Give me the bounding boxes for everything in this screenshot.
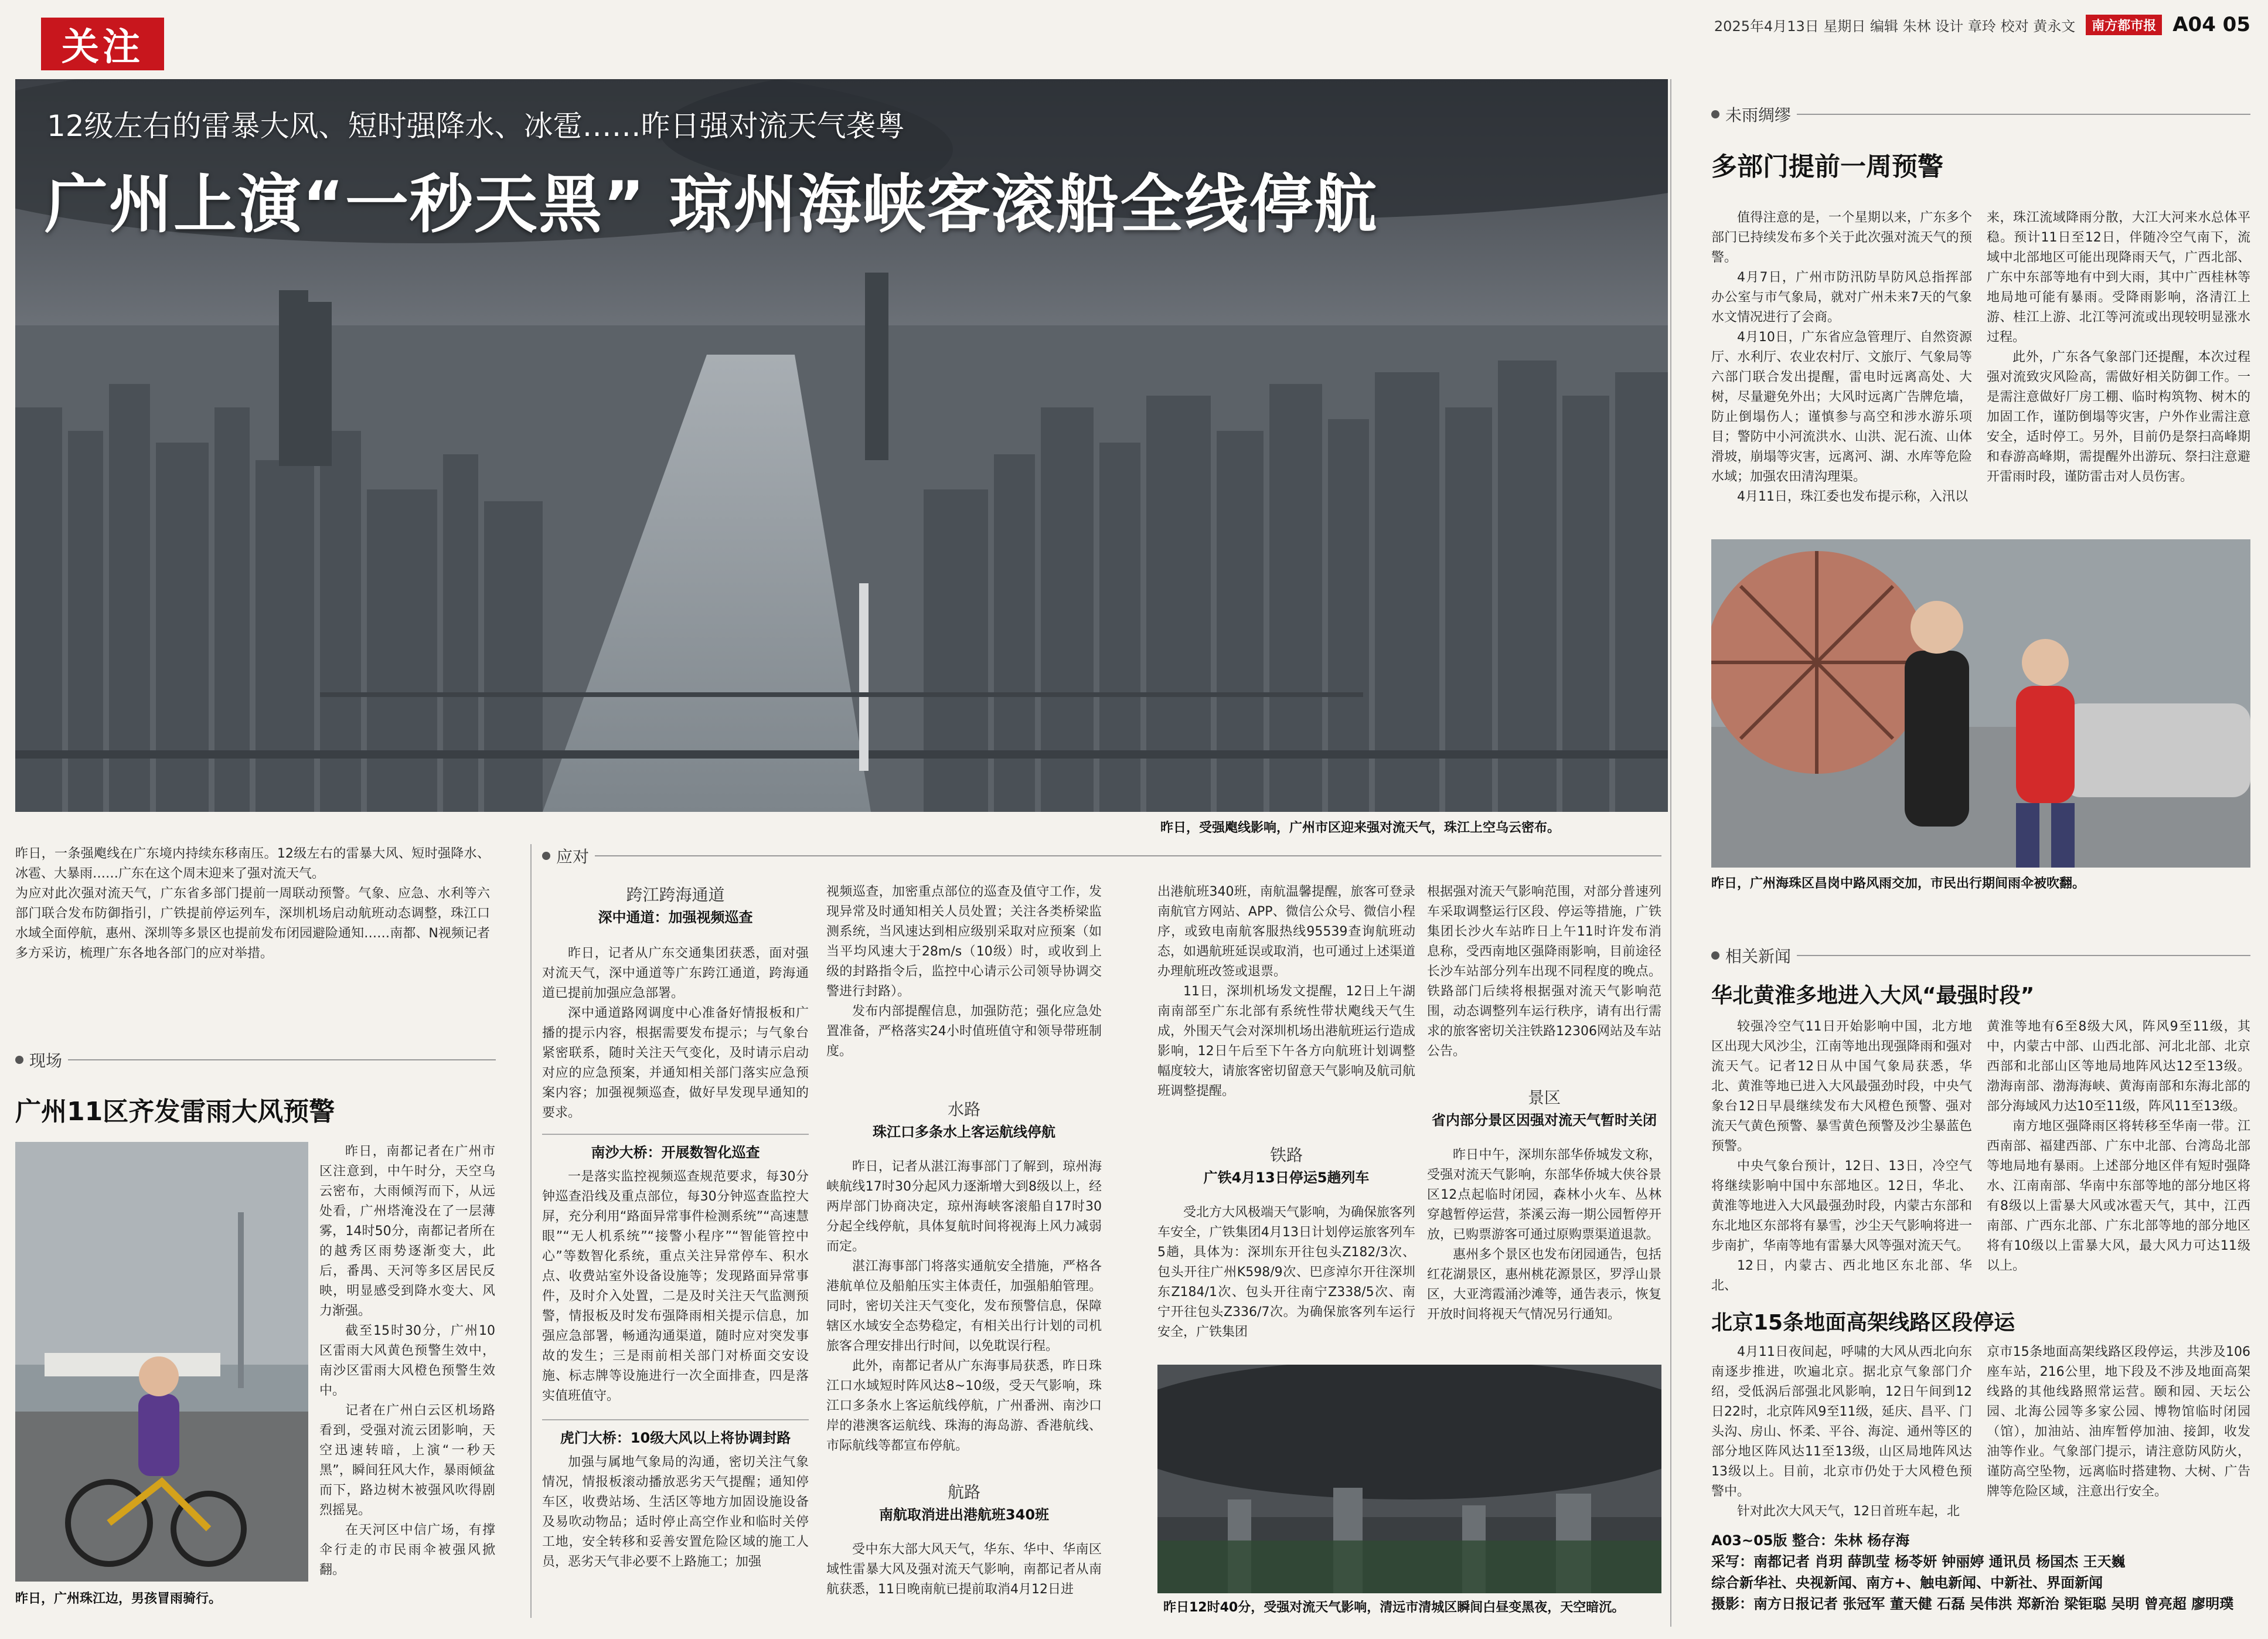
umbrella-photo-caption: 昨日，广州海珠区昌岗中路风雨交加，市民出行期间雨伞被吹翻。	[1711, 876, 2086, 891]
response-paragraph: 此外，南都记者从广东海事局获悉，昨日珠江口水域短时阵风达8~10级，受天气影响，珠江口多条水上客运航线停航，广州番洲、南沙口岸的港澳客运航线、珠海的海岛游、香港航线、市际航线等都宣布停航。	[826, 1359, 1102, 1453]
response-paragraph: 加强与属地气象局的沟通，密切关注气象情况，情报板滚动播放恶劣天气提醒；通知停车区，收费站场、生活区等地方加固设施设备及易吹动物品；适时停止高空作业和临时关停工地，安全转移和妥善安置危险区域的施工人员，恶劣天气非必要不上路施工；加强	[542, 1455, 809, 1569]
related-title-2: 北京15条地面高架线路区段停运	[1711, 1311, 2015, 1335]
related-paragraph: 12日，内蒙古、西北地区东北部、华北、	[1711, 1259, 1972, 1293]
bullet-icon	[542, 852, 550, 860]
response-paragraph: 出港航班340班，南航温馨提醒，旅客可登录南航官方网站、APP、微信公众号、微信小程序，或致电南航客服热线95539查询航班动态，如遇航班延误或取消，也可通过上述渠道办理航班改签或退票。	[1157, 885, 1416, 979]
subhead-rule	[542, 1134, 809, 1135]
section-related-label: 相关新闻	[1725, 947, 1792, 966]
qingyuan-photo-caption: 昨日12时40分，受强对流天气影响，清远市清城区瞬间白昼变黑夜，天空暗沉。	[1163, 1600, 1625, 1615]
section-warning-header	[1711, 103, 2250, 126]
response-paragraph: 视频巡查，加密重点部位的巡查及值守工作，发现异常及时通知相关人员处置；关注各类桥梁监测系统，当风速达到相应级别采取对应预案（如当平均风速大于28m/s（10级）时，或收到上级的封路指令后，监控中心请示公司领导协调交警进行封路）。	[826, 885, 1102, 999]
section-tag: 关注	[41, 18, 164, 70]
dark-sky-image	[1157, 1365, 1661, 1593]
scene-paragraph: 在天河区中信广场，有撑伞行走的市民雨伞被强风掀翻。	[319, 1523, 495, 1577]
response-paragraph: 发布内部提醒信息，加强防范；强化应急处置准备，严格落实24小时值班值守和领导带班制度。	[826, 1004, 1102, 1059]
umbrella-photo	[1711, 539, 2250, 868]
section-scene-label: 现场	[29, 1051, 63, 1070]
umbrella-blown-image	[1711, 539, 2250, 868]
bullet-icon	[1711, 110, 1719, 118]
section-related-header	[1711, 944, 2250, 967]
section-response-header	[542, 844, 1661, 868]
section-rule	[595, 855, 1661, 856]
response-paragraph: 深中通道路网调度中心准备好情报板和广播的提示内容，根据需要发布提示；与气象台紧密联系，随时关注天气变化，及时请示启动对应的应急预案，并通知相关部门落实应急预案内容；加强视频巡查，做好早发现早通知的要求。	[542, 1006, 809, 1120]
response-column-1	[542, 882, 809, 1572]
warning-paragraph: 来，珠江流域降雨分散，大江大河来水总体平稳。预计11日至12日，伴随冷空气南下，流域中北部地区可能出现降雨天气，广西北部、广东中东部等地有中到大雨，其中广西桂林等地局地可能有暴雨。受降雨影响，洛清江上游、桂江上游、北江等河流或出现较明显涨水过程。	[1987, 210, 2250, 345]
related-paragraph: 南方地区强降雨区将转移至华南一带。江西南部、福建西部、广东中北部、台湾岛北部等地局地有暴雨。上述部分地区伴有短时强降水、江南南部、华南中东部等地的部分地区将有8级以上雷暴大风或冰雹天气，其中，江西南部、广西东北部、广东北部等地的部分地区将有10级以上雷暴大风，最大风力可达11级以上。	[1987, 1119, 2250, 1273]
warning-column-1	[1711, 208, 1972, 507]
warning-paragraph: 值得注意的是，一个星期以来，广东多个部门已持续发布多个关于此次强对流天气的预警。	[1711, 210, 1972, 265]
page-date-editors: 2025年4月13日 星期日 编辑 朱林 设计 章玲 校对 黄永文	[1714, 18, 2076, 35]
related-paragraph: 中央气象台预计，12日、13日，冷空气将继续影响中国中东部地区。12日，华北、黄淮等地进入大风最强劲时段，内蒙古东部和东北地区东部将有暴雪，沙尘天气影响将进一步南扩，华南等地有雷暴大风等强对流天气。	[1711, 1159, 1972, 1253]
bullet-icon	[15, 1056, 23, 1064]
scene-photo	[15, 1142, 308, 1582]
scene-paragraph: 昨日，南都记者在广州市区注意到，中午时分，天空乌云密布，大雨倾泻而下，从远处看，广州塔淹没在了一层薄雾，14时50分，南都记者所在的越秀区雨势逐渐变大，此后，番禺、天河等多区居民反映，明显感受到降水变大、风力渐强。	[319, 1144, 495, 1318]
subhead-rule	[542, 1419, 809, 1420]
warning-column-2	[1987, 208, 2250, 487]
qingyuan-photo	[1157, 1365, 1661, 1593]
lead-headline: 广州上演“一秒天黑” 琼州海峡客滚船全线停航	[45, 168, 1378, 242]
response-paragraph: 湛江海事部门将落实通航安全措施，严格各港航单位及船舶压实主体责任，加强船舶管理。同时，密切关注天气变化，发布预警信息，保障辖区水域安全态势稳定，有相关出行计划的司机旅客合理安排出行时间，以免耽误行程。	[826, 1259, 1102, 1354]
subhead-scenic: 省内部分景区因强对流天气暂时关闭	[1432, 1112, 1657, 1128]
response-paragraph: 昨日，记者从广东交通集团获悉，面对强对流天气，深中通道等广东跨江通道，跨海通道已提前加强应急部署。	[542, 946, 809, 1001]
scene-text	[319, 1142, 495, 1580]
newspaper-logo: 南方都市报	[2086, 15, 2162, 35]
scene-photo-caption: 昨日，广州珠江边，男孩冒雨骑行。	[15, 1592, 222, 1606]
credits-sources: 综合新华社、央视新闻、南方+、触电新闻、中新社、界面新闻	[1711, 1575, 2103, 1591]
lead-paragraph: 昨日，一条强飑线在广东境内持续东移南压。12级左右的雷暴大风、短时强降水、冰雹、大暴雨……广东在这个周末迎来了强对流天气。	[15, 846, 490, 881]
subhead-shenzhong: 深中通道：加强视频巡查	[598, 909, 753, 926]
page-meta	[1714, 13, 2250, 36]
related-paragraph: 黄淮等地有6至8级大风，阵风9至11级，其中，内蒙古中部、山西北部、河北北部、北京西部和北部山区等地局地阵风达12至13级。渤海南部、渤海海峡、黄海南部和东海北部的部分海域风力达10至11级，阵风11至13级。	[1987, 1019, 2250, 1114]
section-warning-label: 未雨绸缪	[1725, 106, 1792, 125]
topic-waterway: 水路	[947, 1100, 980, 1119]
lead-kicker: 12级左右的雷暴大风、短时强降水、冰雹……昨日强对流天气袭粤	[47, 109, 905, 143]
section-scene-header	[15, 1048, 496, 1072]
warning-paragraph: 4月11日，珠江委也发布提示称，入汛以	[1737, 489, 1968, 504]
subhead-csair: 南航取消进出港航班340班	[878, 1507, 1050, 1523]
related-1-column-2	[1987, 1017, 2250, 1276]
lead-text	[15, 844, 490, 964]
warning-paragraph: 此外，广东各气象部门还提醒，本次过程强对流致灾风险高，需做好相关防御工作。一是需注意做好厂房工棚、临时构筑物、树木的加固工作，谨防倒塌等灾害，户外作业需注意安全，适时停工。另外，目前仍是祭扫高峰期和春游高峰期，需提醒外出游玩、祭扫注意避开雷雨时段，谨防雷击对人员伤害。	[1987, 350, 2250, 484]
response-paragraph: 受北方大风极端天气影响，为确保旅客列车安全，广铁集团4月13日计划停运旅客列车5趟，具体为：深圳东开往包头Z182/3次、包头开往广州K598/9次、巴彦淖尔开往深圳东Z184/1次、包头开往南宁Z338/5次、南宁开往包头Z336/7次。为确保旅客列车运行安全，广铁集团	[1157, 1205, 1416, 1339]
response-column-4	[1427, 882, 1661, 1325]
topic-railway: 铁路	[1269, 1145, 1303, 1165]
column-divider	[530, 844, 532, 1618]
topic-bridges: 跨江跨海通道	[626, 885, 725, 904]
page-number: A04 05	[2172, 13, 2250, 36]
scene-paragraph: 截至15时30分，广州10区雷雨大风黄色预警生效中，南沙区雷雨大风橙色预警生效中。	[319, 1324, 495, 1398]
subhead-railway: 广铁4月13日停运5趟列车	[1203, 1169, 1370, 1186]
lead-paragraph: 为应对此次强对流天气，广东省多部门提前一周联动预警。气象、应急、水利等六部门联合发布防御指引，广铁提前停运列车，深圳机场启动航班动态调整，珠江口水域全面停航，惠州、深圳等多景区也提前发布闭园避险通知……南都、N视频记者多方采访，梳理广东各地各部门的应对举措。	[15, 886, 490, 961]
section-response-label: 应对	[556, 847, 590, 866]
warning-paragraph: 4月7日，广州市防汛防旱防风总指挥部办公室与市气象局，就对广州未来7天的气象水文情况进行了会商。	[1711, 270, 1972, 325]
response-column-3	[1157, 882, 1415, 1342]
response-paragraph: 昨日中午，深圳东部华侨城发文称，受强对流天气影响，东部华侨城大侠谷景区12点起临时闭园，森林小火车、丛林穿越暂停运营，茶溪云海一期公园暂停开放，已购票游客可通过原购票渠道退款。	[1427, 1148, 1661, 1242]
warning-title: 多部门提前一周预警	[1711, 152, 1943, 182]
topic-scenic: 景区	[1527, 1088, 1561, 1107]
boy-cycling-image	[15, 1142, 308, 1582]
hero-photo-caption: 昨日，受强飑线影响，广州市区迎来强对流天气，珠江上空乌云密布。	[1160, 821, 1561, 835]
response-paragraph: 受中东大部大风天气，华东、华中、华南区域性雷暴大风及强对流天气影响，南都记者从南航获悉，11日晚南航已提前取消4月12日进	[826, 1542, 1102, 1597]
subhead-ferry: 珠江口多条水上客运航线停航	[873, 1124, 1055, 1140]
related-2-column-1	[1711, 1342, 1972, 1522]
section-rule	[1797, 114, 2250, 115]
bullet-icon	[1711, 951, 1719, 960]
related-2-column-2	[1987, 1342, 2250, 1502]
related-paragraph: 针对此次大风天气，12日首班车起，北	[1737, 1504, 1960, 1519]
subhead-humen: 虎门大桥：10级大风以上将协调封路	[560, 1430, 791, 1446]
credits-editors: A03~05版 整合：朱林 杨存海	[1711, 1532, 1910, 1549]
response-paragraph: 惠州多个景区也发布闭园通告，包括红花湖景区，惠州桃花源景区，罗浮山景区，大亚湾霞涌沙滩等，通告表示，恢复开放时间将视天气情况另行通知。	[1427, 1247, 1661, 1322]
scene-paragraph: 记者在广州白云区机场路看到，受强对流云团影响，天空迅速转暗，上演“一秒天黑”，瞬间狂风大作，暴雨倾盆而下，路边树木被强风吹得剧烈摇晃。	[319, 1403, 495, 1518]
subhead-nansha: 南沙大桥：开展数智化巡查	[591, 1144, 760, 1161]
section-rule	[1797, 955, 2250, 956]
section-rule	[68, 1059, 496, 1060]
scene-title: 广州11区齐发雷雨大风预警	[15, 1097, 335, 1127]
related-1-column-1	[1711, 1017, 1972, 1296]
warning-paragraph: 4月10日，广东省应急管理厅、自然资源厅、水利厅、农业农村厅、文旅厅、气象局等六部门联合发出提醒，雷电时远离高处、大树，尽量避免外出；大风时远离广告牌危墙，防止倒塌伤人；谨慎参与高空和涉水游乐项目；警防中小河流洪水、山洪、泥石流、山体滑坡，崩塌等灾害，远离河、湖、水库等危险水域；加强农田清沟理渠。	[1711, 330, 1972, 484]
related-title-1: 华北黄淮多地进入大风“最强时段”	[1711, 984, 2035, 1008]
credits-reporters: 采写：南都记者 肖玥 薛凯莹 杨苓妍 钟丽婷 通讯员 杨国杰 王天巍	[1711, 1553, 2126, 1570]
topic-airline: 航路	[947, 1482, 980, 1502]
related-paragraph: 4月11日夜间起，呼啸的大风从西北向东南逐步推进，吹遍北京。据北京气象部门介绍，受低涡后部强北风影响，12日午间到12日22时，北京阵风9至11级，延庆、昌平、门头沟、房山、怀柔、平谷、海淀、通州等区的部分地区阵风达11至13级，山区局地阵风达13级以上。目前，北京市仍处于大风橙色预警中。	[1711, 1345, 1972, 1499]
response-paragraph: 昨日，记者从湛江海事部门了解到，琼州海峡航线17时30分起风力逐渐增大到8级以上，经两岸部门协商决定，琼州海峡客滚船自17时30分起全线停航，具体复航时间将视海上风力减弱而定。	[826, 1159, 1102, 1254]
credits	[1711, 1530, 2250, 1614]
response-column-2	[826, 882, 1102, 1600]
related-paragraph: 京市15条地面高架线路区段停运，共涉及106座车站，216公里，地下段及不涉及地面高架线路的其他线路照常运营。颐和园、天坛公园、北海公园等多家公园、博物馆临时闭园（馆），加油站、油库暂停加油、接卸，收发油等作业。气象部门提示，请注意防风防火，谨防高空坠物，远离临时搭建物、大树、广告牌等危险区域，注意出行安全。	[1987, 1345, 2250, 1499]
response-paragraph: 一是落实监控视频巡查规范要求，每30分钟巡查沿线及重点部位，每30分钟巡查监控大屏，充分利用“路面异常事件检测系统”“高速慧眼”“无人机系统”“接警小程序”“智能管控中心”等数智化系统，重点关注异常停车、积水点、收费站室外设备设施等；发现路面异常事件，及时介入处置，二是及时关注天气监测预警，情报板及时发布强降雨相关提示信息，加强应急部署，畅通沟通渠道，随时应对突发事故的发生；三是雨前相关部门对桥面交安设施、标志牌等设施进行一次全面排查，四是落实值班值守。	[542, 1169, 809, 1403]
column-divider	[1670, 79, 1671, 1627]
response-paragraph: 11日，深圳机场发文提醒，12日上午湖南南部至广东北部有系统性带状飑线天气生成，外围天气会对深圳机场出港航班运行造成影响，12日午后至下午各方向航班计划调整幅度较大，请旅客密切留意天气影响及航司航班调整提醒。	[1157, 984, 1416, 1099]
response-paragraph: 根据强对流天气影响范围，对部分普速列车采取调整运行区段、停运等措施，广铁集团长沙火车站昨日上午11时许发布消息称，受西南地区强降雨影响，目前途径长沙车站部分列车出现不同程度的晚点。铁路部门后续将根据强对流天气影响范围，动态调整列车运行秩序，请有出行需求的旅客密切关注铁路12306网站及车站公告。	[1427, 885, 1661, 1059]
related-paragraph: 较强冷空气11日开始影响中国，北方地区出现大风沙尘，江南等地出现强降雨和强对流天气。记者12日从中国气象局获悉，华北、黄淮等地已进入大风最强劲时段，中央气象台12日早晨继续发布大风橙色预警、强对流天气黄色预警、暴雪黄色预警及沙尘暴蓝色预警。	[1711, 1019, 1972, 1154]
credits-photographers: 摄影：南方日报记者 张冠军 董天健 石磊 吴伟洪 郑新治 梁钜聪 吴明 曾亮超 廖明璞	[1711, 1596, 2234, 1612]
